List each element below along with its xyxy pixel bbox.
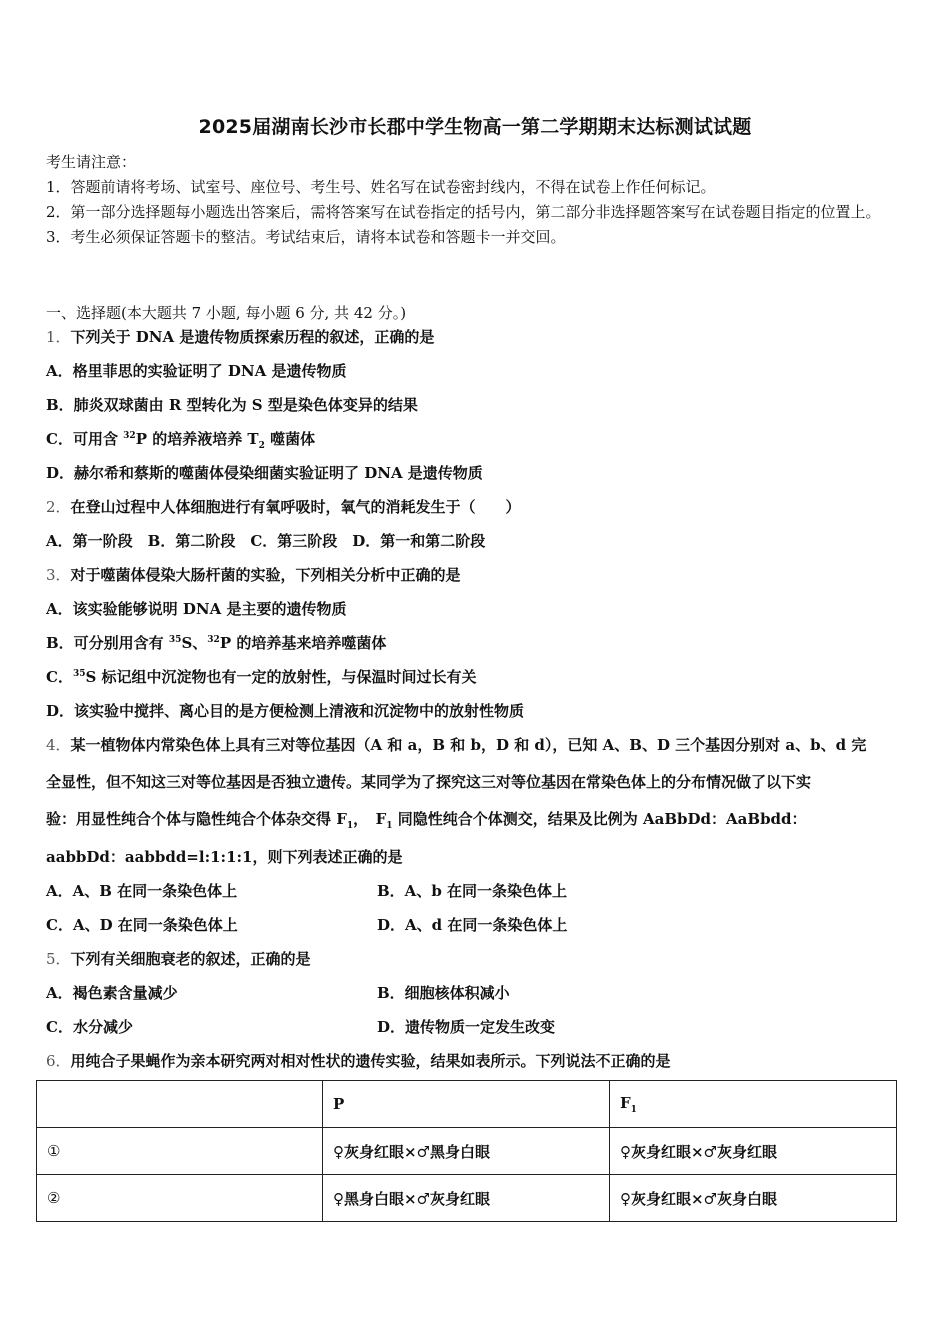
q3-option-d: D．该实验中搅拌、离心目的是方便检测上清液和沉淀物中的放射性物质 xyxy=(46,702,525,720)
q3-option-b xyxy=(46,632,386,653)
notice-item-1: 1．答题前请将考场、试室号、座位号、考生号、姓名写在试卷密封线内，不得在试卷上作任何标记。 xyxy=(46,178,716,196)
question-number: 6． xyxy=(46,1052,71,1070)
text: B．可分别用含有 xyxy=(46,634,169,652)
question-number: 5． xyxy=(46,950,71,968)
q3-option-a: A．该实验能够说明 DNA 是主要的遗传物质 xyxy=(46,600,347,618)
q1-option-a: A．格里菲思的实验证明了 DNA 是遗传物质 xyxy=(46,362,347,380)
table-header-f1 xyxy=(610,1081,897,1128)
notice-block xyxy=(46,150,906,250)
subscript: 1 xyxy=(346,821,354,831)
question-4-line-1 xyxy=(46,734,866,755)
q2-options: A．第一阶段 B．第二阶段 C．第三阶段 D．第一和第二阶段 xyxy=(46,532,486,550)
question-4-line-2: 全显性，但不知这三对等位基因是否独立遗传。某同学为了探究这三对等位基因在常染色体上的分布情况做了以下实 xyxy=(46,773,812,791)
question-number: 1． xyxy=(46,328,71,346)
text: P 的培养液培养 T xyxy=(135,430,259,448)
notice-item-2: 2．第一部分选择题每小题选出答案后，需将答案写在试卷指定的括号内，第二部分非选择题答案写在试卷题目指定的位置上。 xyxy=(46,203,881,221)
q4-option-c: C．A、D 在同一条染色体上 xyxy=(46,916,238,934)
page-title: 2025届湖南长沙市长郡中学生物高一第二学期期末达标测试试题 xyxy=(198,116,752,138)
question-number: 4． xyxy=(46,736,71,754)
q4-option-b: B．A、b 在同一条染色体上 xyxy=(377,882,568,900)
question-1-stem xyxy=(46,326,434,347)
text: P 的培养基来培养噬菌体 xyxy=(219,634,387,652)
question-number: 2． xyxy=(46,498,71,516)
question-4-line-3 xyxy=(46,808,807,831)
text: S、 xyxy=(181,634,208,652)
text: 验：用显性纯合个体与隐性纯合个体杂交得 F xyxy=(46,810,347,828)
table-header-empty xyxy=(37,1081,323,1128)
text: C．可用含 xyxy=(46,430,124,448)
question-text: 用纯合子果蝇作为亲本研究两对相对性状的遗传实验，结果如表所示。下列说法不正确的是 xyxy=(70,1052,671,1070)
table-row xyxy=(37,1128,897,1175)
table-cell-id: ② xyxy=(37,1175,323,1222)
question-text: 下列关于 DNA 是遗传物质探索历程的叙述，正确的是 xyxy=(70,328,435,346)
text: ， F xyxy=(353,810,387,828)
question-text: 在登山过程中人体细胞进行有氧呼吸时，氧气的消耗发生于（ ） xyxy=(70,498,521,516)
section-heading: 一、选择题(本大题共 7 小题, 每小题 6 分, 共 42 分。) xyxy=(46,304,407,322)
q5-option-b: B．细胞核体积减小 xyxy=(377,984,510,1002)
table-cell-p: ♀灰身红眼×♂黑身白眼 xyxy=(323,1128,610,1175)
table-row xyxy=(37,1175,897,1222)
table-header-row xyxy=(37,1081,897,1128)
notice-item-3: 3．考生必须保证答题卡的整洁。考试结束后，请将本试卷和答题卡一并交回。 xyxy=(46,228,566,246)
text: C． xyxy=(46,668,73,686)
table-cell-id: ① xyxy=(37,1128,323,1175)
results-table xyxy=(36,1080,897,1222)
q5-option-a: A．褐色素含量减少 xyxy=(46,984,178,1002)
question-text: 对于噬菌体侵染大肠杆菌的实验，下列相关分析中正确的是 xyxy=(70,566,461,584)
q4-option-a: A．A、B 在同一条染色体上 xyxy=(46,882,238,900)
q3-option-c xyxy=(46,666,477,687)
question-5-stem xyxy=(46,948,311,969)
text: 噬菌体 xyxy=(264,430,316,448)
text: 同隐性纯合个体测交，结果及比例为 AaBbDd：AaBbdd： xyxy=(392,810,807,828)
subscript: 1 xyxy=(630,1104,637,1115)
q1-option-d: D．赫尔希和蔡斯的噬菌体侵染细菌实验证明了 DNA 是遗传物质 xyxy=(46,464,483,482)
text: S 标记组中沉淀物也有一定的放射性，与保温时间过长有关 xyxy=(85,668,477,686)
question-text: 某一植物体内常染色体上具有三对等位基因（A 和 a，B 和 b，D 和 d），已知 A、B、D 三个基因分别对 a、b、d 完 xyxy=(70,736,867,754)
notice-heading: 考生请注意： xyxy=(46,153,137,171)
superscript: 35 xyxy=(168,635,182,645)
q1-option-c xyxy=(46,428,315,451)
question-6-stem xyxy=(46,1050,671,1071)
text: F xyxy=(620,1093,631,1112)
subscript: 2 xyxy=(258,441,265,451)
subscript: 1 xyxy=(386,821,393,831)
question-text: 下列有关细胞衰老的叙述，正确的是 xyxy=(70,950,311,968)
question-number: 3． xyxy=(46,566,71,584)
q1-option-b: B．肺炎双球菌由 R 型转化为 S 型是染色体变异的结果 xyxy=(46,396,418,414)
table-cell-f1: ♀灰身红眼×♂灰身红眼 xyxy=(610,1128,897,1175)
question-2-stem xyxy=(46,496,521,517)
q4-option-d: D．A、d 在同一条染色体上 xyxy=(377,916,568,934)
question-3-stem xyxy=(46,564,461,585)
superscript: 32 xyxy=(123,431,136,441)
table-cell-f1: ♀灰身红眼×♂灰身白眼 xyxy=(610,1175,897,1222)
q5-option-d: D．遗传物质一定发生改变 xyxy=(377,1018,556,1036)
superscript: 32 xyxy=(207,635,220,645)
superscript: 35 xyxy=(72,669,86,679)
question-4-line-4: aabbDd：aabbdd=l:1:1:1，则下列表述正确的是 xyxy=(46,848,403,866)
table-cell-p: ♀黑身白眼×♂灰身红眼 xyxy=(323,1175,610,1222)
table-header-p: P xyxy=(323,1081,610,1128)
q5-option-c: C．水分减少 xyxy=(46,1018,133,1036)
